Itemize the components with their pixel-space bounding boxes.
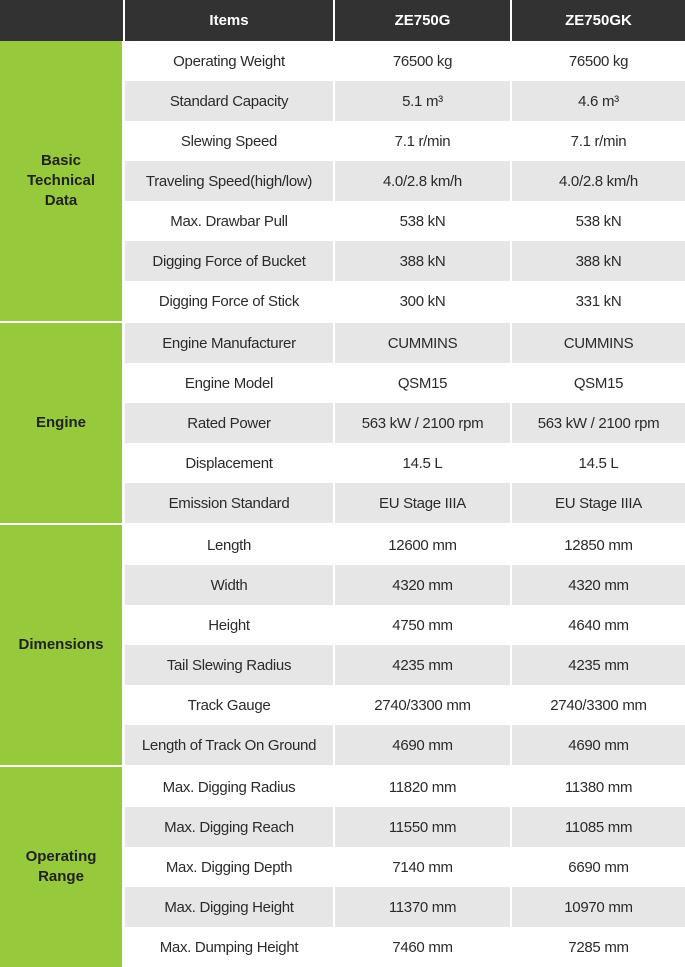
value-ze750g: 2740/3300 mm bbox=[335, 685, 512, 725]
value-ze750gk: 12850 mm bbox=[512, 523, 685, 565]
value-ze750gk: 6690 mm bbox=[512, 847, 685, 887]
row-item-label: Max. Dumping Height bbox=[125, 927, 335, 967]
value-ze750g: 4.0/2.8 km/h bbox=[335, 161, 512, 201]
table-row bbox=[0, 41, 685, 81]
table-row bbox=[0, 321, 685, 363]
value-ze750gk: 4.6 m³ bbox=[512, 81, 685, 121]
group-label-text: Operating Range bbox=[25, 848, 97, 885]
group-label bbox=[0, 321, 125, 523]
table-row bbox=[0, 765, 685, 807]
row-item-label: Max. Digging Height bbox=[125, 887, 335, 927]
row-item-label: Max. Digging Depth bbox=[125, 847, 335, 887]
value-ze750g: 4235 mm bbox=[335, 645, 512, 685]
value-ze750gk: 538 kN bbox=[512, 201, 685, 241]
header-model-ze750gk: ZE750GK bbox=[512, 0, 685, 41]
value-ze750g: 538 kN bbox=[335, 201, 512, 241]
value-ze750g: 11550 mm bbox=[335, 807, 512, 847]
value-ze750g: 11370 mm bbox=[335, 887, 512, 927]
row-item-label: Length of Track On Ground bbox=[125, 725, 335, 765]
value-ze750g: 4750 mm bbox=[335, 605, 512, 645]
group-label bbox=[0, 41, 125, 321]
row-item-label: Length bbox=[125, 523, 335, 565]
row-item-label: Max. Digging Reach bbox=[125, 807, 335, 847]
value-ze750g: 4320 mm bbox=[335, 565, 512, 605]
value-ze750gk: 76500 kg bbox=[512, 41, 685, 81]
value-ze750gk: 10970 mm bbox=[512, 887, 685, 927]
value-ze750gk: 11085 mm bbox=[512, 807, 685, 847]
header-row bbox=[0, 0, 685, 41]
table-row bbox=[0, 523, 685, 565]
value-ze750gk: 4320 mm bbox=[512, 565, 685, 605]
row-item-label: Height bbox=[125, 605, 335, 645]
group-label-text: Engine bbox=[35, 414, 86, 431]
group-label bbox=[0, 523, 125, 765]
value-ze750gk: QSM15 bbox=[512, 363, 685, 403]
row-item-label: Max. Drawbar Pull bbox=[125, 201, 335, 241]
value-ze750gk: 388 kN bbox=[512, 241, 685, 281]
spec-body bbox=[0, 41, 685, 967]
row-item-label: Emission Standard bbox=[125, 483, 335, 523]
value-ze750gk: 14.5 L bbox=[512, 443, 685, 483]
row-item-label: Max. Digging Radius bbox=[125, 765, 335, 807]
row-item-label: Engine Manufacturer bbox=[125, 321, 335, 363]
row-item-label: Standard Capacity bbox=[125, 81, 335, 121]
group-label-text: Basic Technical Data bbox=[26, 152, 96, 209]
group-label bbox=[0, 765, 125, 967]
row-item-label: Tail Slewing Radius bbox=[125, 645, 335, 685]
value-ze750gk: 4.0/2.8 km/h bbox=[512, 161, 685, 201]
value-ze750g: 7460 mm bbox=[335, 927, 512, 967]
value-ze750g: 4690 mm bbox=[335, 725, 512, 765]
value-ze750g: 5.1 m³ bbox=[335, 81, 512, 121]
header-model-ze750g: ZE750G bbox=[335, 0, 512, 41]
value-ze750g: 7140 mm bbox=[335, 847, 512, 887]
value-ze750gk: 7285 mm bbox=[512, 927, 685, 967]
row-item-label: Displacement bbox=[125, 443, 335, 483]
value-ze750gk: 11380 mm bbox=[512, 765, 685, 807]
row-item-label: Track Gauge bbox=[125, 685, 335, 725]
value-ze750g: 388 kN bbox=[335, 241, 512, 281]
value-ze750gk: CUMMINS bbox=[512, 321, 685, 363]
group-label-text: Dimensions bbox=[18, 636, 104, 653]
row-item-label: Width bbox=[125, 565, 335, 605]
value-ze750g: QSM15 bbox=[335, 363, 512, 403]
value-ze750g: 11820 mm bbox=[335, 765, 512, 807]
row-item-label: Engine Model bbox=[125, 363, 335, 403]
value-ze750gk: 2740/3300 mm bbox=[512, 685, 685, 725]
header-items: Items bbox=[125, 0, 335, 41]
value-ze750g: 7.1 r/min bbox=[335, 121, 512, 161]
value-ze750g: CUMMINS bbox=[335, 321, 512, 363]
value-ze750g: 300 kN bbox=[335, 281, 512, 321]
row-item-label: Traveling Speed(high/low) bbox=[125, 161, 335, 201]
value-ze750gk: 4690 mm bbox=[512, 725, 685, 765]
value-ze750gk: 4235 mm bbox=[512, 645, 685, 685]
row-item-label: Operating Weight bbox=[125, 41, 335, 81]
row-item-label: Slewing Speed bbox=[125, 121, 335, 161]
row-item-label: Digging Force of Bucket bbox=[125, 241, 335, 281]
value-ze750g: EU Stage IIIA bbox=[335, 483, 512, 523]
value-ze750gk: 331 kN bbox=[512, 281, 685, 321]
value-ze750g: 563 kW / 2100 rpm bbox=[335, 403, 512, 443]
value-ze750g: 12600 mm bbox=[335, 523, 512, 565]
value-ze750g: 76500 kg bbox=[335, 41, 512, 81]
value-ze750g: 14.5 L bbox=[335, 443, 512, 483]
header-blank bbox=[0, 0, 125, 41]
row-item-label: Rated Power bbox=[125, 403, 335, 443]
value-ze750gk: 563 kW / 2100 rpm bbox=[512, 403, 685, 443]
value-ze750gk: 4640 mm bbox=[512, 605, 685, 645]
value-ze750gk: 7.1 r/min bbox=[512, 121, 685, 161]
value-ze750gk: EU Stage IIIA bbox=[512, 483, 685, 523]
row-item-label: Digging Force of Stick bbox=[125, 281, 335, 321]
